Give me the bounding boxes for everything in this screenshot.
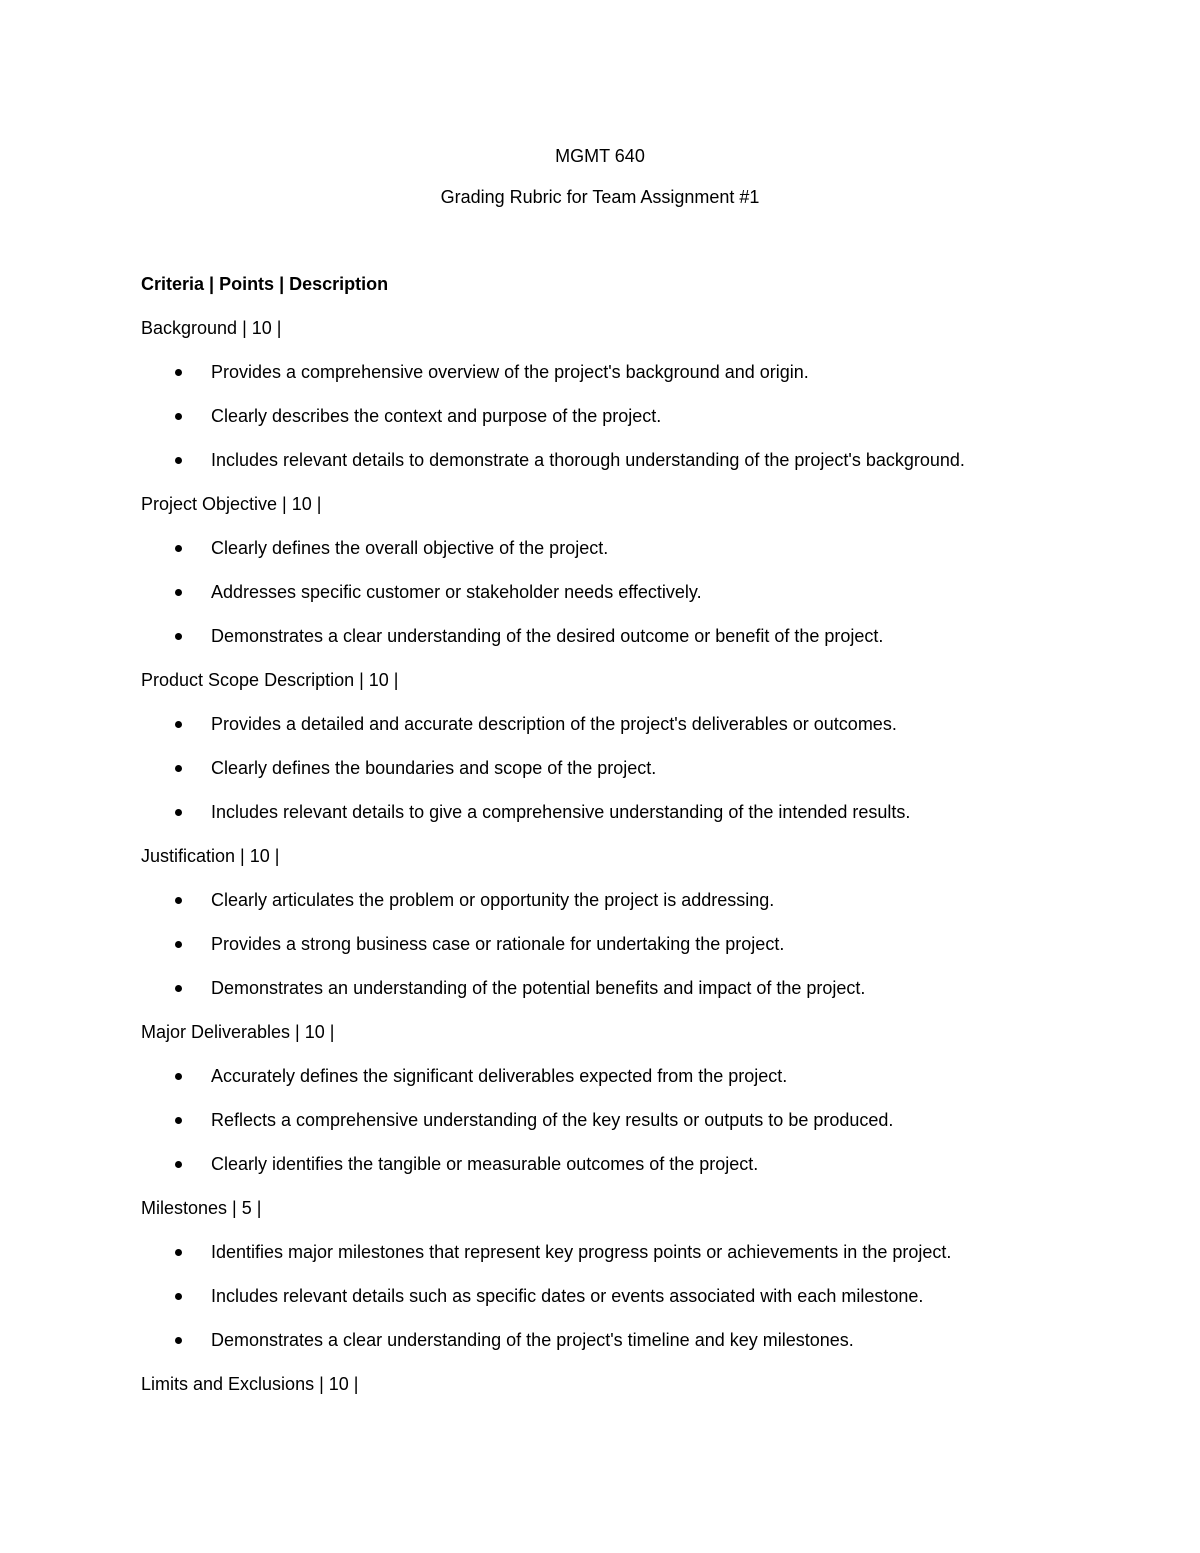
bullet-icon [175, 413, 182, 420]
list-item [141, 977, 1101, 1021]
bullet-text: Clearly describes the context and purpose of the project. [211, 406, 662, 426]
criterion-section [141, 845, 1101, 1021]
list-item [141, 625, 1101, 669]
criterion-heading: Justification | 10 | [141, 846, 280, 866]
list-item [141, 757, 1101, 801]
rubric-body [141, 273, 1101, 1417]
bullet-text: Clearly defines the overall objective of the project. [211, 538, 609, 558]
criterion-section [141, 669, 1101, 845]
bullet-text: Clearly identifies the tangible or measurable outcomes of the project. [211, 1154, 759, 1174]
criterion-heading: Limits and Exclusions | 10 | [141, 1374, 359, 1394]
criterion-section [141, 1197, 1101, 1373]
list-item [141, 1241, 1101, 1285]
bullet-icon [175, 897, 182, 904]
bullet-icon [175, 1073, 182, 1080]
list-item [141, 581, 1101, 625]
criteria-list [141, 317, 1101, 1417]
list-item [141, 449, 1101, 493]
bullet-icon [175, 985, 182, 992]
criterion-section [141, 317, 1101, 493]
criterion-heading: Milestones | 5 | [141, 1198, 262, 1218]
bullet-text: Reflects a comprehensive understanding of the key results or outputs to be produced. [211, 1110, 894, 1130]
bullet-icon [175, 721, 182, 728]
bullet-icon [175, 765, 182, 772]
list-item [141, 933, 1101, 977]
criterion-heading: Product Scope Description | 10 | [141, 670, 399, 690]
bullet-icon [175, 1337, 182, 1344]
bullet-text: Accurately defines the significant deliverables expected from the project. [211, 1066, 788, 1086]
criterion-heading: Project Objective | 10 | [141, 494, 322, 514]
bullet-icon [175, 457, 182, 464]
bullet-text: Identifies major milestones that represent key progress points or achievements in the project. [211, 1242, 952, 1262]
bullet-text: Includes relevant details such as specific dates or events associated with each milestone. [211, 1286, 924, 1306]
list-item [141, 361, 1101, 405]
criterion-section [141, 493, 1101, 669]
bullet-text: Provides a detailed and accurate description of the project's deliverables or outcomes. [211, 714, 897, 734]
criterion-heading: Background | 10 | [141, 318, 282, 338]
bullet-icon [175, 545, 182, 552]
bullet-text: Demonstrates an understanding of the potential benefits and impact of the project. [211, 978, 866, 998]
list-item [141, 1285, 1101, 1329]
bullet-icon [175, 809, 182, 816]
course-code: MGMT 640 [555, 146, 645, 166]
list-item [141, 1109, 1101, 1153]
bullet-icon [175, 633, 182, 640]
bullet-icon [175, 1293, 182, 1300]
bullet-icon [175, 369, 182, 376]
bullet-text: Addresses specific customer or stakeholder needs effectively. [211, 582, 702, 602]
bullet-text: Includes relevant details to give a comprehensive understanding of the intended results. [211, 802, 911, 822]
list-item [141, 1329, 1101, 1373]
list-item [141, 537, 1101, 581]
list-item [141, 889, 1101, 933]
list-item [141, 405, 1101, 449]
document-title: Grading Rubric for Team Assignment #1 [440, 187, 760, 207]
bullet-text: Demonstrates a clear understanding of the project's timeline and key milestones. [211, 1330, 854, 1350]
bullet-icon [175, 1117, 182, 1124]
bullet-icon [175, 941, 182, 948]
list-item [141, 1065, 1101, 1109]
list-item [141, 801, 1101, 845]
list-item [141, 1153, 1101, 1197]
criterion-section [141, 1373, 1101, 1417]
list-item [141, 713, 1101, 757]
bullet-text: Includes relevant details to demonstrate a thorough understanding of the project's background. [211, 450, 965, 470]
bullet-icon [175, 1249, 182, 1256]
bullet-text: Provides a strong business case or rationale for undertaking the project. [211, 934, 785, 954]
bullet-text: Demonstrates a clear understanding of the desired outcome or benefit of the project. [211, 626, 884, 646]
bullet-text: Clearly articulates the problem or opportunity the project is addressing. [211, 890, 775, 910]
criterion-section [141, 1021, 1101, 1197]
bullet-icon [175, 589, 182, 596]
bullet-text: Clearly defines the boundaries and scope of the project. [211, 758, 657, 778]
bullet-text: Provides a comprehensive overview of the project's background and origin. [211, 362, 809, 382]
column-header: Criteria | Points | Description [141, 274, 389, 294]
criterion-heading: Major Deliverables | 10 | [141, 1022, 335, 1042]
bullet-icon [175, 1161, 182, 1168]
